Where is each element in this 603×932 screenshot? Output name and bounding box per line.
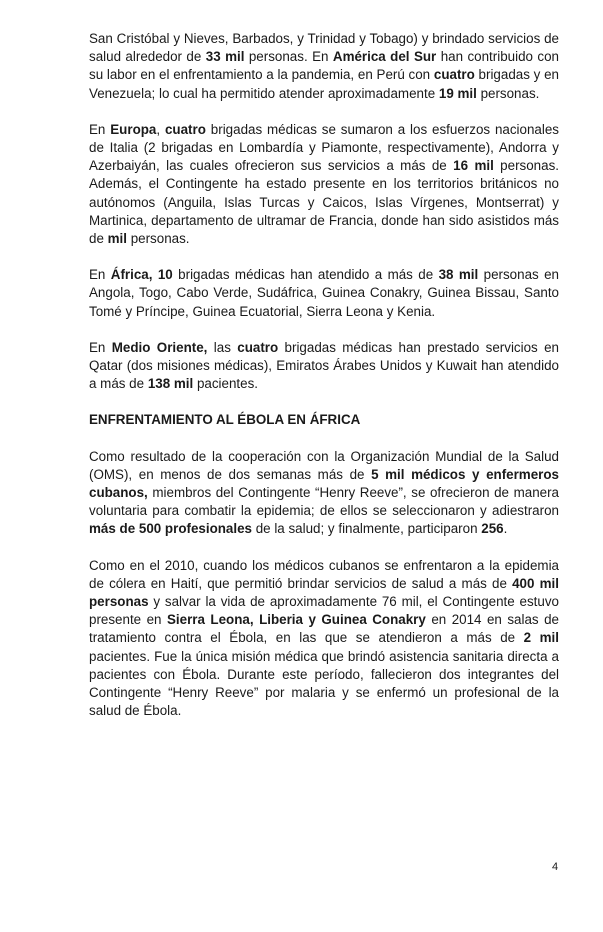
text-run: personas. bbox=[126, 231, 190, 247]
paragraph-p4 bbox=[89, 339, 559, 394]
bold-text-run: África, 10 bbox=[110, 267, 173, 283]
bold-text-run: América del Sur bbox=[332, 49, 437, 65]
text-run: brigadas y en Venezuela; lo cual ha permitido atender aproximadamente bbox=[89, 67, 559, 101]
bold-text-run: más de 500 profesionales bbox=[89, 521, 252, 537]
paragraph-group-ebola bbox=[89, 448, 559, 721]
text-run: Como resultado de la cooperación con la Organización Mundial de la Salud (OMS), en menos de dos semanas más de bbox=[89, 448, 559, 482]
text-run: En bbox=[89, 339, 112, 355]
bold-text-run: Europa bbox=[110, 121, 157, 137]
text-run: . bbox=[503, 521, 508, 537]
bold-text-run: 33 mil bbox=[205, 49, 245, 65]
bold-text-run: cuatro bbox=[237, 339, 279, 355]
bold-text-run: 256 bbox=[481, 521, 504, 537]
text-run: brigadas médicas han prestado servicios en Qatar (dos misiones médicas), Emiratos Árabes Unidos y Kuwait han atendido a más de bbox=[89, 339, 560, 392]
text-run: personas. bbox=[476, 85, 540, 101]
text-run: personas en Angola, Togo, Cabo Verde, Sudáfrica, Guinea Conakry, Guinea Bissau, Santo Tomé y Príncipe, Guinea Ecuatorial, Sierra Leona y Kenia. bbox=[89, 267, 560, 319]
text-run: personas. En bbox=[244, 49, 333, 65]
document-body bbox=[89, 30, 559, 739]
bold-text-run: mil bbox=[107, 231, 127, 247]
page-number: 4 bbox=[552, 861, 559, 873]
bold-text-run: Sierra Leona, Liberia y Guinea Conakry bbox=[166, 612, 426, 628]
text-run: En bbox=[89, 267, 111, 283]
text-run: brigadas médicas se sumaron a los esfuerzos nacionales de Italia (2 brigadas en Lombardía y Piamonte, respectivamente), Andorra y Azerbaiyán, las cuales ofrecieron sus servicios a más de bbox=[89, 121, 559, 174]
bold-text-run: 400 mil personas bbox=[89, 575, 559, 610]
bold-text-run: 138 mil bbox=[147, 376, 194, 392]
text-run: San Cristóbal y Nieves, Barbados, y Trinidad y Tobago) y brindado servicios de salud alrededor de bbox=[89, 31, 559, 65]
text-run: han contribuido con su labor en el enfrentamiento a la pandemia, en Perú con bbox=[89, 49, 559, 83]
text-run: Como en el 2010, cuando los médicos cubanos se enfrentaron a la epidemia de cólera en Haití, que permitió brindar servicios de salud a más de bbox=[89, 557, 559, 591]
paragraph-p5 bbox=[89, 448, 559, 539]
bold-text-run: 19 mil bbox=[438, 85, 477, 101]
bold-text-run: 2 mil bbox=[523, 630, 559, 646]
text-run: brigadas médicas han atendido a más de bbox=[172, 267, 439, 283]
text-run: las bbox=[207, 339, 238, 355]
text-run: pacientes. bbox=[193, 376, 258, 392]
paragraph-group-regions bbox=[89, 30, 559, 393]
bold-text-run: 5 mil médicos y enfermeros cubanos, bbox=[89, 466, 560, 501]
paragraph-p3 bbox=[89, 266, 559, 321]
bold-text-run: Medio Oriente, bbox=[111, 339, 208, 355]
bold-text-run: 38 mil bbox=[438, 267, 479, 283]
text-run: y salvar la vida de aproximadamente 76 mil, el Contingente estuvo presente en bbox=[89, 594, 559, 628]
paragraph-p1 bbox=[89, 30, 559, 103]
paragraph-p6 bbox=[89, 557, 559, 721]
text-run: En bbox=[89, 121, 111, 137]
text-run: , bbox=[156, 121, 165, 137]
text-run: pacientes. Fue la única misión médica que brindó asistencia sanitaria directa a pacientes con Ébola. Durante este período, fallecieron dos integrantes del Contingente “Henry Reeve” por malaria y se enfermó un profesional de la salud de Ébola. bbox=[89, 648, 559, 719]
paragraph-p2 bbox=[89, 121, 559, 248]
bold-text-run: cuatro bbox=[433, 67, 475, 83]
bold-text-run: cuatro bbox=[164, 121, 206, 137]
text-run: personas. Además, el Contingente ha estado presente en los territorios británicos no autónomos (Anguila, Islas Turcas y Caicos, Islas Vírgenes, Montserrat) y Martinica, departamento de ultramar de Francia, donde han sido asistidos más de bbox=[89, 158, 559, 247]
section-heading: ENFRENTAMIENTO AL ÉBOLA EN ÁFRICA bbox=[89, 412, 361, 428]
text-run: en 2014 en salas de tratamiento contra el Ébola, en las que se atendieron a más de bbox=[89, 612, 559, 646]
bold-text-run: 16 mil bbox=[453, 158, 494, 174]
text-run: de la salud; y finalmente, participaron bbox=[252, 521, 482, 537]
text-run: miembros del Contingente “Henry Reeve”, se ofrecieron de manera voluntaria para combatir la epidemia; de ellos se seleccionaron y adiestraron bbox=[89, 485, 559, 519]
